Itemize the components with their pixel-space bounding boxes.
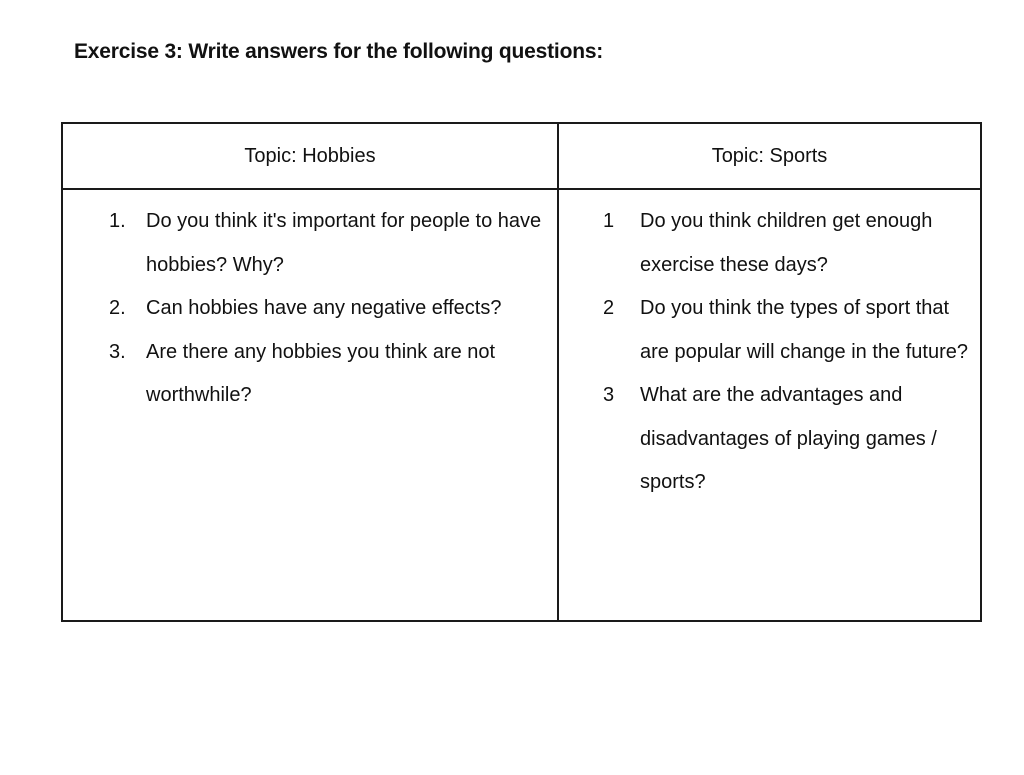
question-text: Can hobbies have any negative effects?	[146, 297, 502, 319]
question-text: Do you think it's important for people to have hobbies? Why?	[146, 210, 542, 276]
question-text: What are the advantages and disadvantages of playing games / sports?	[640, 384, 937, 493]
sports-question-2	[603, 287, 978, 374]
question-number: 2.	[109, 297, 126, 319]
question-number: 2	[603, 297, 615, 319]
question-number: 3	[603, 384, 615, 406]
column-divider	[557, 124, 559, 620]
header-sports: Topic: Sports	[711, 144, 828, 167]
question-text: Are there any hobbies you think are not worthwhile?	[146, 340, 496, 406]
hobbies-question-2	[109, 287, 549, 331]
exercise-title: Exercise 3: Write answers for the following questions:	[74, 40, 604, 63]
header-hobbies: Topic: Hobbies	[244, 144, 376, 167]
header-divider	[63, 188, 980, 190]
question-number: 3.	[109, 340, 126, 363]
hobbies-question-1	[109, 200, 549, 287]
hobbies-question-list	[109, 200, 549, 418]
hobbies-question-3	[109, 331, 549, 418]
question-text: Do you think the types of sport that are popular will change in the future?	[640, 297, 968, 363]
question-text: Do you think children get enough exercise these days?	[640, 210, 933, 276]
sports-question-1	[603, 200, 978, 287]
sports-question-3	[603, 374, 978, 505]
questions-table	[61, 122, 982, 622]
question-number: 1.	[109, 210, 126, 232]
question-number: 1	[603, 210, 615, 232]
sports-question-list	[603, 200, 978, 505]
